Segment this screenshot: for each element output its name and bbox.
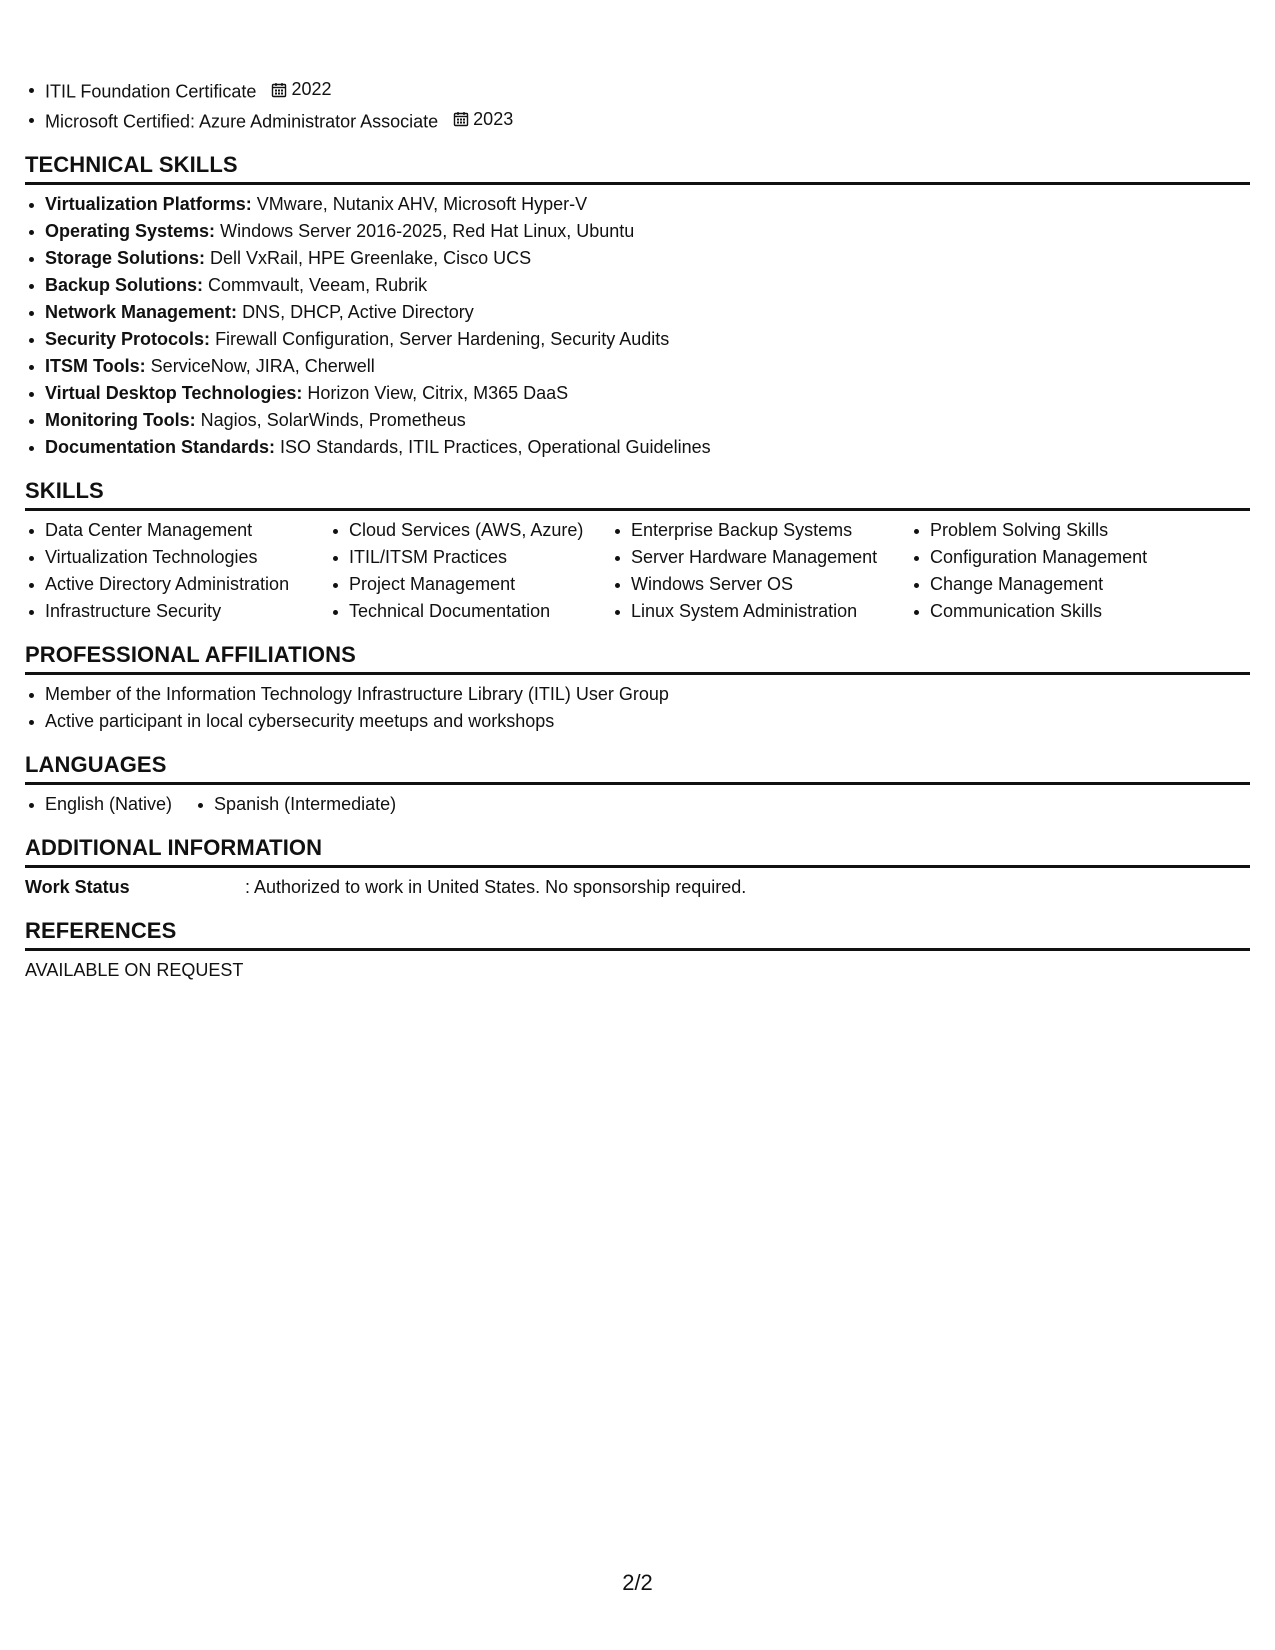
- skill-category: Monitoring Tools:: [45, 410, 196, 430]
- skills-heading: SKILLS: [25, 461, 1250, 511]
- skills-column: [25, 517, 329, 625]
- skill-category: ITSM Tools:: [45, 356, 146, 376]
- skill-item: ITIL/ITSM Practices: [329, 544, 611, 571]
- skills-column: [329, 517, 611, 625]
- skill-item: Technical Documentation: [329, 598, 611, 625]
- skill-values: ServiceNow, JIRA, Cherwell: [150, 356, 375, 376]
- technical-skills-heading: TECHNICAL SKILLS: [25, 135, 1250, 185]
- technical-skill-item: [25, 326, 1250, 353]
- skill-item: Communication Skills: [910, 598, 1240, 625]
- skill-item: Problem Solving Skills: [910, 517, 1240, 544]
- skill-item: Windows Server OS: [611, 571, 910, 598]
- skill-category: Virtualization Platforms:: [45, 194, 252, 214]
- additional-info-heading: ADDITIONAL INFORMATION: [25, 818, 1250, 868]
- skill-item: Project Management: [329, 571, 611, 598]
- certification-year: 2022: [291, 79, 332, 99]
- languages-list: [25, 791, 1250, 818]
- affiliations-heading: PROFESSIONAL AFFILIATIONS: [25, 625, 1250, 675]
- work-status-value: : Authorized to work in United States. No sponsorship required.: [245, 877, 747, 897]
- skill-category: Network Management:: [45, 302, 238, 322]
- language-item: Spanish (Intermediate): [194, 791, 396, 818]
- skills-grid: [25, 517, 1250, 625]
- technical-skill-item: [25, 191, 1250, 218]
- skill-category: Operating Systems:: [45, 221, 216, 241]
- work-status-label: Work Status: [25, 877, 130, 897]
- technical-skill-item: [25, 353, 1250, 380]
- certification-list: [25, 76, 1250, 135]
- skill-item: Infrastructure Security: [25, 598, 329, 625]
- certification-year: 2023: [473, 108, 514, 129]
- skills-column: [910, 517, 1240, 625]
- technical-skill-item: [25, 218, 1250, 245]
- languages-heading: LANGUAGES: [25, 735, 1250, 785]
- technical-skill-item: [25, 272, 1250, 299]
- certification-item: [25, 76, 1250, 106]
- skill-item: Virtualization Technologies: [25, 544, 329, 571]
- skills-column: [611, 517, 910, 625]
- technical-skill-item: [25, 299, 1250, 326]
- references-text: AVAILABLE ON REQUEST: [25, 960, 244, 980]
- technical-skill-item: [25, 380, 1250, 407]
- certification-name: Microsoft Certified: Azure Administrator Associate: [45, 111, 439, 131]
- affiliation-item: Active participant in local cybersecurity meetups and workshops: [25, 708, 1250, 735]
- skill-item: Configuration Management: [910, 544, 1240, 571]
- page-number: 2/2: [622, 1570, 653, 1595]
- technical-skills-list: [25, 191, 1250, 461]
- affiliation-item: Member of the Information Technology Infrastructure Library (ITIL) User Group: [25, 681, 1250, 708]
- skill-values: VMware, Nutanix AHV, Microsoft Hyper-V: [256, 194, 588, 214]
- calendar-icon: [271, 82, 287, 98]
- skill-values: ISO Standards, ITIL Practices, Operational Guidelines: [280, 437, 711, 457]
- skill-values: Horizon View, Citrix, M365 DaaS: [307, 383, 569, 403]
- technical-skill-item: [25, 434, 1250, 461]
- skill-category: Storage Solutions:: [45, 248, 206, 268]
- technical-skill-item: [25, 407, 1250, 434]
- skill-category: Virtual Desktop Technologies:: [45, 383, 303, 403]
- certification-item: [25, 106, 1250, 136]
- calendar-icon: [453, 111, 469, 127]
- certification-date: [453, 106, 513, 133]
- references-heading: REFERENCES: [25, 901, 1250, 951]
- skill-category: Security Protocols:: [45, 329, 211, 349]
- skill-values: Firewall Configuration, Server Hardening, Security Audits: [215, 329, 670, 349]
- skill-item: Server Hardware Management: [611, 544, 910, 571]
- skill-values: Windows Server 2016-2025, Red Hat Linux, Ubuntu: [220, 221, 635, 241]
- skill-values: Nagios, SolarWinds, Prometheus: [200, 410, 466, 430]
- skill-category: Documentation Standards:: [45, 437, 276, 457]
- skill-values: DNS, DHCP, Active Directory: [242, 302, 474, 322]
- affiliations-list: [25, 681, 1250, 735]
- skill-values: Dell VxRail, HPE Greenlake, Cisco UCS: [210, 248, 532, 268]
- skill-item: Cloud Services (AWS, Azure): [329, 517, 611, 544]
- skill-item: Active Directory Administration: [25, 571, 329, 598]
- skill-category: Backup Solutions:: [45, 275, 204, 295]
- certification-name: ITIL Foundation Certificate: [45, 81, 257, 102]
- technical-skill-item: [25, 245, 1250, 272]
- work-status-row: [25, 874, 1250, 901]
- certification-date: [271, 76, 331, 103]
- language-item: English (Native): [25, 791, 172, 818]
- skill-item: Enterprise Backup Systems: [611, 517, 910, 544]
- skill-item: Linux System Administration: [611, 598, 910, 625]
- skill-item: Change Management: [910, 571, 1240, 598]
- resume-page: [25, 76, 1250, 984]
- skill-values: Commvault, Veeam, Rubrik: [208, 275, 428, 295]
- skill-item: Data Center Management: [25, 517, 329, 544]
